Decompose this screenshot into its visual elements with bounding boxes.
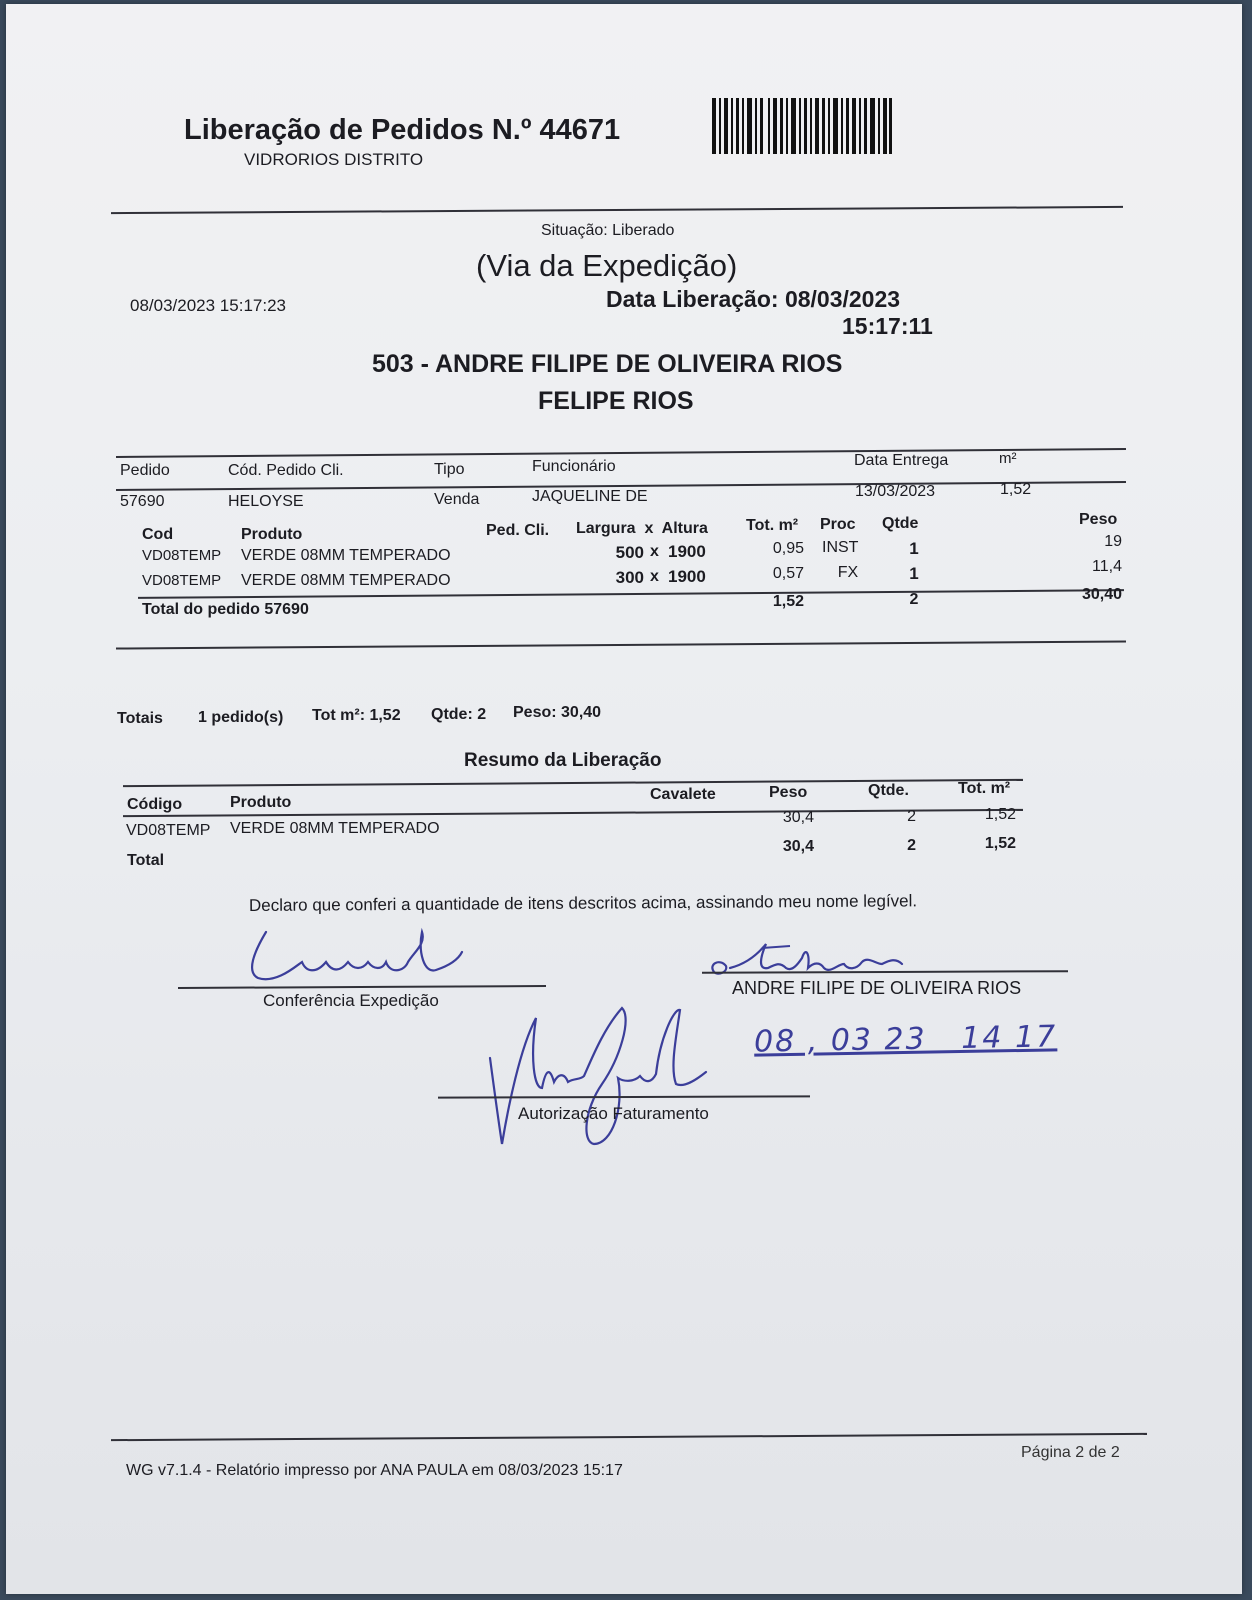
autorizacao-signature	[484, 998, 714, 1148]
item-cod: VD08TEMP	[142, 547, 222, 564]
item-col-qtde: Qtde	[882, 515, 919, 532]
item-qtde: 1	[909, 539, 919, 558]
col-tipo: Tipo	[434, 461, 465, 478]
footer-rule	[111, 1433, 1147, 1441]
client-signature-label: ANDRE FILIPE DE OLIVEIRA RIOS	[732, 978, 1022, 998]
order-tipo-value: Venda	[434, 491, 480, 508]
item-peso: 11,4	[1092, 558, 1122, 575]
item-x: x	[650, 543, 659, 560]
totals-pedidos: 1 pedido(s)	[198, 709, 284, 726]
order-funcionario-value: JAQUELINE DE	[532, 488, 648, 505]
document-title: Liberação de Pedidos N.º 44671	[184, 114, 621, 146]
item-col-proc: Proc	[820, 516, 856, 533]
item-cod: VD08TEMP	[142, 572, 222, 589]
item-col-largura-altura: Largura x Altura	[576, 520, 708, 537]
item-col-cod: Cod	[142, 526, 174, 543]
totals-label: Totais	[117, 710, 163, 727]
summary-qtde: 2	[907, 808, 916, 825]
autorizacao-label: Autorização Faturamento	[518, 1104, 709, 1123]
order-m2-value: 1,52	[1000, 481, 1032, 498]
item-x: x	[650, 568, 659, 585]
conferencia-signature	[236, 922, 476, 992]
release-time: 15:17:11	[842, 313, 933, 339]
totals-peso: Peso: 30,40	[513, 704, 602, 721]
summary-total-tot-m2: 1,52	[984, 835, 1016, 852]
handwritten-date: 08 , 03 23 14 17	[753, 1019, 1058, 1060]
item-col-peso: Peso	[1079, 511, 1118, 528]
summary-total-qtde: 2	[907, 837, 916, 854]
totals-m2: Tot m²: 1,52	[312, 707, 401, 724]
declaration-text: Declaro que conferi a quantidade de itens descritos acima, assinando meu nome legível.	[248, 891, 918, 915]
item-total-rule	[138, 589, 1124, 599]
item-qtde: 1	[909, 564, 919, 583]
order-top-rule	[116, 448, 1126, 458]
col-data-entrega: Data Entrega	[854, 452, 949, 469]
item-tot-m2: 0,95	[772, 540, 804, 557]
footer-page-number: Página 2 de 2	[1021, 1444, 1120, 1461]
printed-timestamp: 08/03/2023 15:17:23	[130, 296, 286, 315]
item-proc: INST	[822, 539, 859, 556]
order-total-peso: 30,40	[1081, 586, 1122, 603]
header-divider	[111, 206, 1123, 214]
item-col-produto: Produto	[241, 526, 303, 543]
item-peso: 19	[1104, 533, 1122, 550]
summary-col-tot-m2: Tot. m²	[958, 780, 1011, 797]
summary-col-codigo: Código	[127, 796, 183, 813]
barcode	[712, 98, 892, 159]
release-date: Data Liberação: 08/03/2023	[606, 286, 901, 312]
footer-printed-by: WG v7.1.4 - Relatório impresso por ANA PAULA em 08/03/2023 15:17	[126, 1462, 623, 1479]
release-document	[6, 4, 1242, 1594]
summary-col-qtde: Qtde.	[868, 782, 909, 799]
col-pedido: Pedido	[120, 462, 170, 479]
summary-col-peso: Peso	[769, 784, 808, 801]
order-total-m2: 1,52	[772, 593, 804, 610]
summary-title: Resumo da Liberação	[464, 750, 662, 771]
client-name: 503 - ANDRE FILIPE DE OLIVEIRA RIOS	[372, 350, 843, 378]
via-title: (Via da Expedição)	[476, 248, 738, 283]
summary-tot-m2: 1,52	[984, 806, 1016, 823]
client-signature	[706, 934, 926, 984]
item-col-ped-cli: Ped. Cli.	[486, 522, 550, 539]
item-produto: VERDE 08MM TEMPERADO	[241, 572, 451, 589]
item-altura: 1900	[668, 567, 706, 586]
summary-codigo: VD08TEMP	[126, 822, 211, 839]
item-largura: 500	[615, 543, 644, 562]
item-produto: VERDE 08MM TEMPERADO	[241, 547, 451, 564]
item-altura: 1900	[668, 542, 706, 561]
order-total-qtde: 2	[909, 591, 919, 608]
summary-col-produto: Produto	[230, 794, 292, 811]
order-bottom-rule	[116, 640, 1126, 649]
order-data-entrega-value: 13/03/2023	[855, 483, 936, 500]
summary-total-peso: 30,4	[782, 838, 814, 855]
status-text: Situação: Liberado	[541, 222, 675, 239]
item-tot-m2: 0,57	[772, 565, 804, 582]
summary-peso: 30,4	[782, 809, 814, 826]
col-funcionario: Funcionário	[532, 458, 616, 475]
order-total-label: Total do pedido 57690	[142, 601, 309, 618]
summary-col-cavalete: Cavalete	[650, 786, 716, 803]
conferencia-label: Conferência Expedição	[263, 991, 439, 1010]
item-largura: 300	[615, 568, 644, 587]
col-m2: m²	[999, 450, 1017, 467]
order-pedido-value: 57690	[120, 493, 165, 510]
col-cod-pedido-cli: Cód. Pedido Cli.	[228, 462, 344, 479]
order-cod-cli-value: HELOYSE	[228, 493, 304, 510]
item-col-tot-m2: Tot. m²	[746, 517, 799, 534]
item-proc: FX	[837, 564, 859, 581]
totals-qtde: Qtde: 2	[431, 706, 487, 723]
company-name: VIDRORIOS DISTRITO	[244, 150, 424, 169]
client-alias: FELIPE RIOS	[538, 387, 694, 415]
summary-produto: VERDE 08MM TEMPERADO	[230, 820, 440, 837]
summary-total-label: Total	[127, 852, 165, 869]
